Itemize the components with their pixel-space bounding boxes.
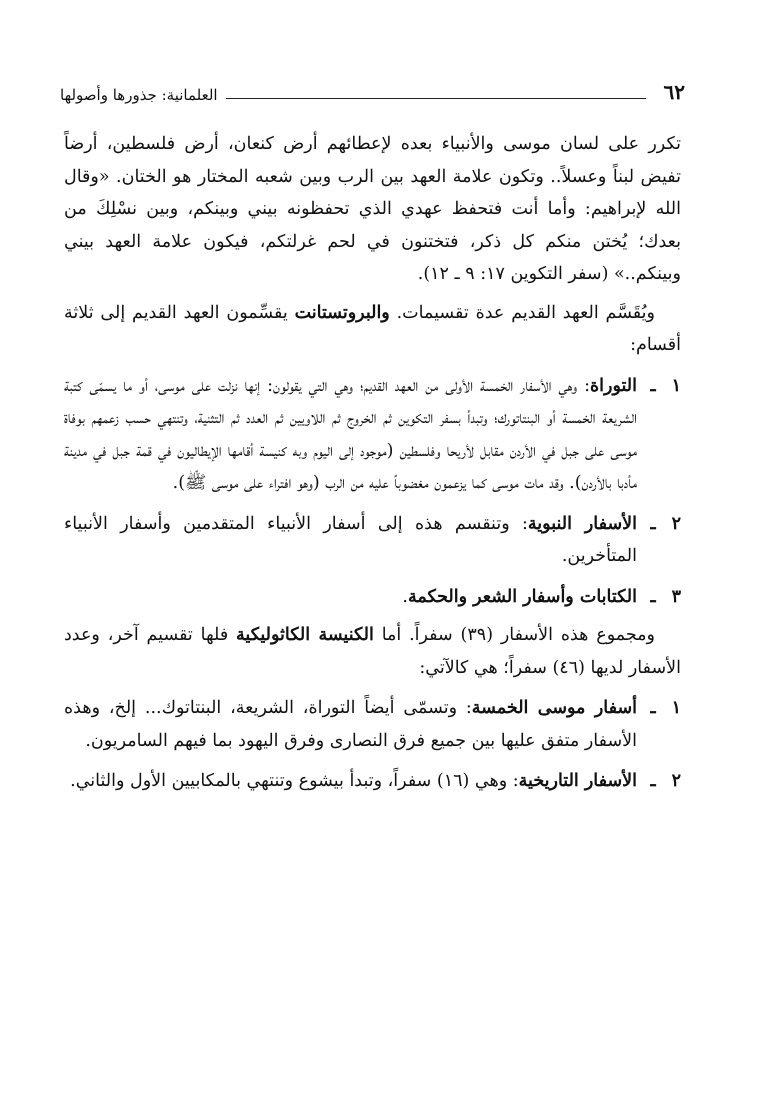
item-number: ٢: [671, 771, 681, 791]
item-marker: [637, 765, 681, 798]
item-dash: ـ: [650, 586, 656, 607]
list-item: [64, 508, 681, 573]
item-body: [64, 508, 637, 573]
list-item: [64, 692, 681, 757]
catholic-p-end: فلها تقسيم آخر، وعدد الأسفار لديها (٤٦) سفراً؛ هي كالآتي:: [64, 625, 681, 678]
item-number: ١: [671, 698, 681, 718]
catholic-p-start: ومجموع هذه الأسفار (٣٩) سفراً. أما: [373, 625, 655, 645]
page-body: [64, 128, 681, 804]
item-title: الأسفار النبوية: [527, 513, 637, 534]
intro-paragraph-2: [64, 297, 681, 362]
item-dash: ـ: [650, 698, 656, 718]
item-marker: [637, 508, 681, 541]
item-body: [64, 692, 637, 757]
item-body: [64, 370, 637, 500]
item-text: : وتسمّى أيضاً التوراة، الشريعة، البنتاتوك... إلخ، وهذه الأسفار متفق عليها بين جميع فرق النصارى وفرق اليهود بما فيهم السامريون.: [64, 698, 637, 751]
item-title: الأسفار التاريخية: [518, 771, 637, 791]
item-dash: ـ: [650, 771, 656, 791]
list-item: [64, 370, 681, 500]
item-dash: ـ: [650, 375, 656, 396]
item-number: ٣: [671, 586, 681, 607]
item-text: .: [402, 586, 408, 607]
item-text: : وتنقسم هذه إلى أسفار الأنبياء المتقدمين وأسفار الأنبياء المتأخرين.: [64, 513, 637, 566]
protestants-term: والبروتستانت: [294, 302, 390, 323]
catholic-church-term: الكنيسة الكاثوليكية: [236, 625, 374, 645]
intro-paragraph-1: تكرر على لسان موسى والأنبياء بعده لإعطائهم أرض كنعان، أرض فلسطين، أرضاً تفيض لبناً وعسلاً.. وتكون علامة العهد بين الرب وبين شعبه المختار هو الختان. «وقال الله لإبراهيم: وأما أنت فتحفظ عهدي الذي تحفظونه بيني وبينكم، وبين نسْلِكَ من بعدك؛ يُختن منكم كل ذكر، فتختنون في لحم غرلتكم، فيكون علامة العهد بيني وبينكم..» (سفر التكوين ١٧: ٩ ـ ١٢).: [64, 134, 681, 284]
item-dash: ـ: [650, 513, 656, 534]
intro-p2-start: ويُقَسَّم العهد القديم عدة تقسيمات.: [389, 302, 655, 323]
item-text: : وهي الأسفار الخمسة الأولى من العهد القديم؛ وهي التي يقولون: إنها نزلت على موسى، أو ما يسمّى كتبة الشريعة الخمسة أو البنتاتورك؛ وتبدأ بسفر التكوين ثم الخروج ثم اللاويين ثم العدد ثم التثنية، وتنتهي حسب زعمهم بوفاة موسى على جبل في الأردن مقابل لأريحا وفلسطين (موجود إلى اليوم وبه كنيسة أقامها الإيطاليون في قمة جبل في مدينة مأدبا بالأردن). وقد مات موسى كما يزعمون مغضوباً عليه من الرب (وهو افتراء على موسى ﷺ).: [64, 375, 637, 493]
item-marker: [637, 692, 681, 725]
item-title: التوراة: [590, 375, 637, 396]
list-item: [64, 765, 681, 798]
catholic-paragraph: [64, 619, 681, 684]
item-title: أسفار موسى الخمسة: [471, 698, 637, 718]
item-body: [64, 581, 637, 614]
book-title: العلمانية: جذورها وأصولها: [60, 86, 218, 104]
header-rule: [226, 98, 646, 99]
item-number: ٢: [671, 513, 681, 534]
item-title: الكتابات وأسفار الشعر والحكمة: [407, 586, 637, 607]
intro-p2-end: يقسِّمون العهد القديم إلى ثلاثة أقسام:: [64, 302, 681, 355]
item-marker: [637, 581, 681, 614]
item-text: : وهي (١٦) سفراً، وتبدأ بيشوع وتنتهي بالمكابيين الأول والثاني.: [70, 771, 519, 791]
item-number: ١: [671, 375, 681, 396]
running-header: [60, 80, 685, 104]
page-number: ٦٢: [663, 80, 685, 104]
item-marker: [637, 370, 681, 403]
list-item: [64, 581, 681, 614]
item-body: [64, 765, 637, 798]
